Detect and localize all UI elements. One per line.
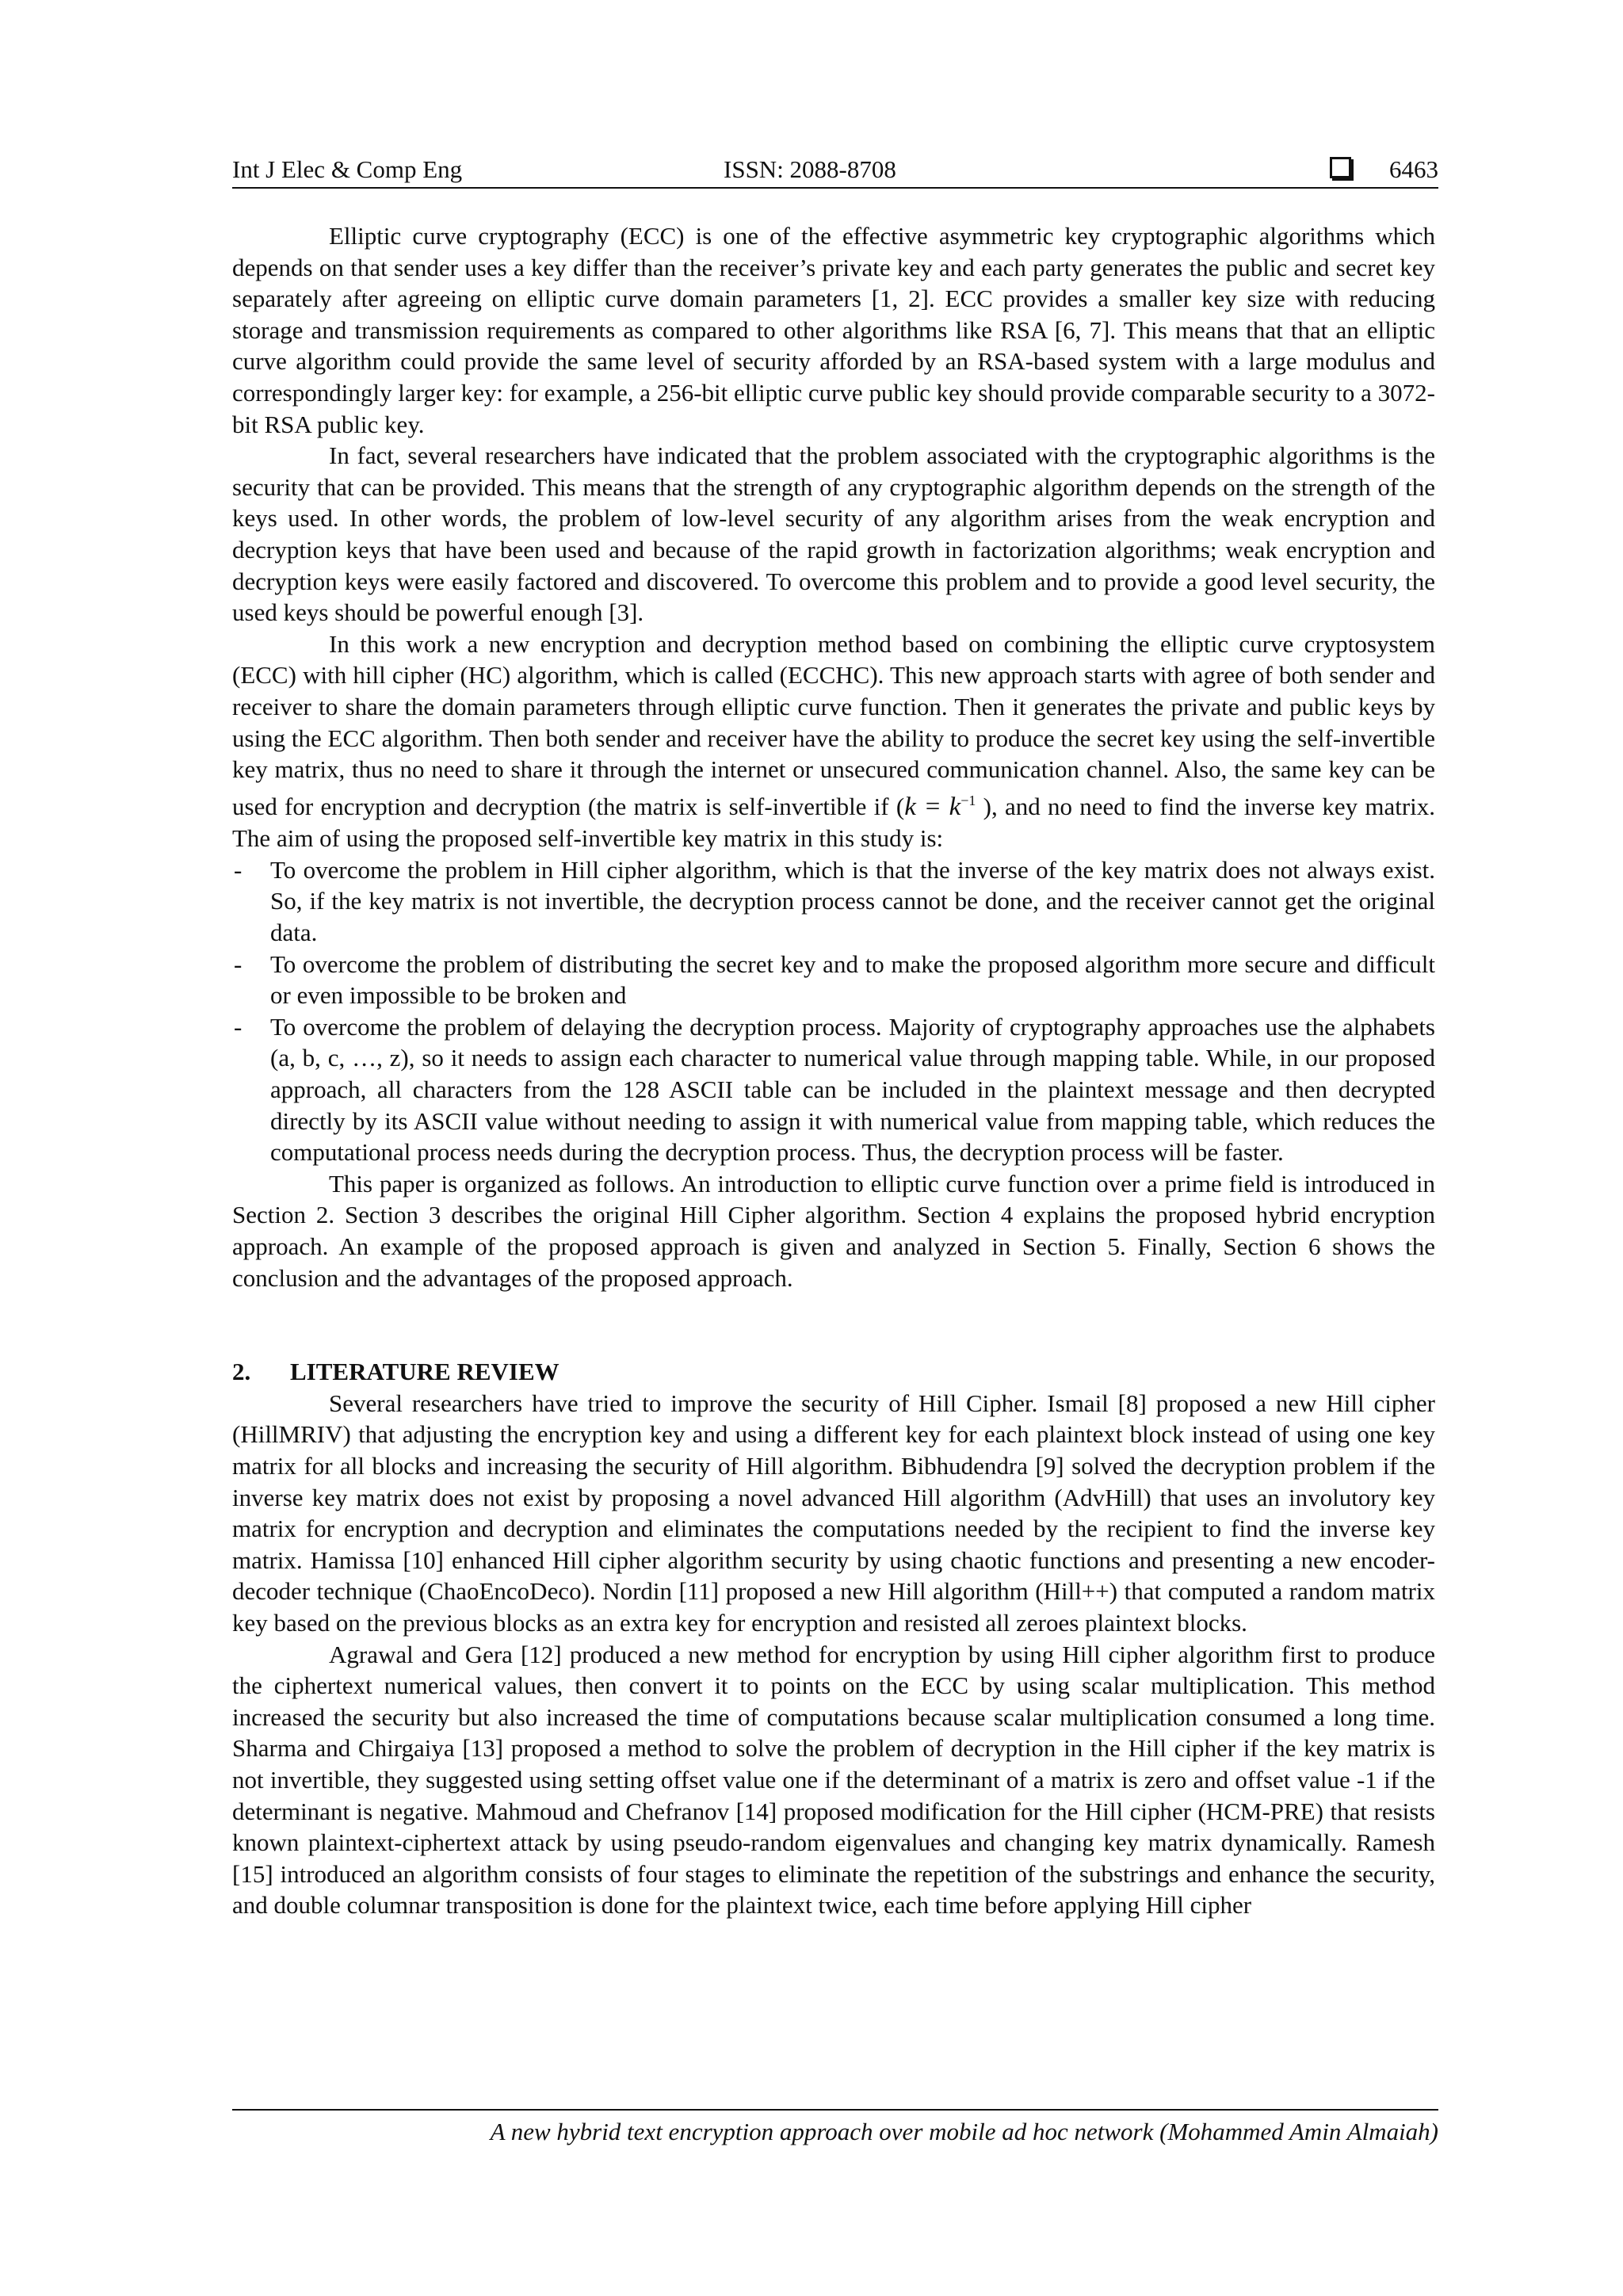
paragraph-literature-1: Several researchers have tried to improve the security of Hill Cipher. Ismail [8] proposed a new Hill cipher (HillMRIV) that adjusting the encryption key and using a different key for each plaintext block instead of using one key matrix for all blocks and increasing the security of Hill algorithm. Bibhudendra [9] solved the decryption problem if the inverse key matrix does not exist by proposing a novel advanced Hill algorithm (AdvHill) that uses an involutory key matrix for encryption and decryption and eliminates the computations needed by the recipient to find the inverse key matrix. Hamissa [10] enhanced Hill cipher algorithm security by using chaotic functions and presenting a new encoder-decoder technique (ChaoEncoDeco). Nordin [11] proposed a new Hill algorithm (Hill++) that computed a random matrix key based on the previous blocks as an extra key for encryption and resisted all zeroes plaintext blocks. <box>232 1389 1435 1637</box>
list-item: - To overcome the problem of delaying the decryption process. Majority of cryptography approaches use the alphabets (a, b, c, …, z), so it needs to assign each character to numerical value through mapping table. While, in our proposed approach, all characters from the 128 ASCII table can be included in the plaintext message and then decrypted directly by its ASCII value without needing to assign it with numerical value from mapping table, which reduces the computational process needs during the decryption process. Thus, the decryption process will be faster. <box>232 1011 1435 1168</box>
journal-name: Int J Elec & Comp Eng <box>232 155 463 183</box>
equation <box>904 793 976 821</box>
paragraph-security-problem: In fact, several researchers have indicated that the problem associated with the cryptographic algorithms is the security that can be provided. This means that the strength of any cryptographic algorithm depends on the strength of the keys used. In other words, the problem of low-level security of any algorithm arises from the weak encryption and decryption keys that have been used and because of the rapid growth in factorization algorithms; weak encryption and decryption keys were easily factored and discovered. To overcome this problem and to provide a good level security, the used keys should be powerful enough [3]. <box>232 441 1435 627</box>
paragraph-proposed-method <box>232 628 1435 854</box>
page-number: 6463 <box>1389 155 1438 183</box>
paragraph-text: In this work a new encryption and decryption method based on combining the elliptic curve cryptosystem (ECC) with hill cipher (HC) algorithm, which is called (ECCHC). This new approach starts with agree of both sender and receiver to share the domain parameters through elliptic curve function. Then it generates the private and public keys by using the ECC algorithm. Then both sender and receiver have the ability to produce the secret key using the self-invertible key matrix, thus no need to share it through the internet or unsecured communication channel. Also, the same key can be used for encryption and decryption (the matrix is self-invertible if ( <box>232 629 1435 820</box>
equation-superscript: −1 <box>960 792 976 808</box>
paragraph-literature-2: Agrawal and Gera [12] produced a new method for encryption by using Hill cipher algorithm first to produce the ciphertext numerical values, then convert it to points on the ECC by using scalar multiplication. This method increased the security but also increased the time of computations because scalar multiplication consumed a long time. Sharma and Chirgaiya [13] proposed a method to solve the problem of decryption in the Hill cipher if the key matrix is not invertible, they suggested using setting offset value one if the determinant of a matrix is zero and offset value -1 if the determinant is negative. Mahmoud and Chefranov [14] proposed modification for the Hill cipher (HCM-PRE) that resists known plaintext-ciphertext attack by using pseudo-random eigenvalues and changing key matrix dynamically. Ramesh [15] introduced an algorithm consists of four stages to eliminate the repetition of the substrings and enhance the security, and double columnar transposition is done for the plaintext twice, each time before applying Hill cipher <box>232 1640 1435 1920</box>
body-text <box>232 220 1435 1921</box>
paragraph-text: ), and no need to find the inverse key matrix. The aim of using the proposed self-invertible key matrix in this study is: <box>232 792 1436 853</box>
running-title: A new hybrid text encryption approach over mobile ad hoc network (Mohammed Amin Almaiah) <box>490 2118 1438 2145</box>
list-item: - To overcome the problem of distributing the secret key and to make the proposed algorithm more secure and difficult or even impossible to be broken and <box>232 949 1435 1011</box>
footer-rule <box>232 2109 1438 2111</box>
paragraph-organization: This paper is organized as follows. An introduction to elliptic curve function over a prime field is introduced in Section 2. Section 3 describes the original Hill Cipher algorithm. Section 4 explains the proposed hybrid encryption approach. An example of the proposed approach is given and analyzed in Section 5. Finally, Section 6 shows the conclusion and the advantages of the proposed approach. <box>232 1169 1435 1292</box>
page-number-group <box>1330 154 1438 185</box>
section-heading <box>232 1356 1435 1388</box>
page-header <box>232 154 1438 185</box>
section-title: LITERATURE REVIEW <box>290 1358 559 1386</box>
header-rule <box>232 187 1438 189</box>
square-icon <box>1330 157 1351 178</box>
section-number: 2. <box>232 1358 251 1386</box>
list-item: - To overcome the problem in Hill cipher algorithm, which is that the inverse of the key matrix does not always exist. So, if the key matrix is not invertible, the decryption process cannot be done, and the receiver cannot get the original data. <box>232 854 1435 949</box>
equation-text: k = k <box>904 792 961 821</box>
aims-list <box>232 854 1435 1168</box>
issn: ISSN: 2088-8708 <box>724 155 896 183</box>
paragraph-ecc-intro: Elliptic curve cryptography (ECC) is one of the effective asymmetric key cryptographic algorithms which depends on that sender uses a key differ than the receiver’s private key and each party generates the public and secret key separately after agreeing on elliptic curve domain parameters [1, 2]. ECC provides a smaller key size with reducing storage and transmission requirements as compared to other algorithms like RSA [6, 7]. This means that that an elliptic curve algorithm could provide the same level of security afforded by an RSA-based system with a large modulus and correspondingly larger key: for example, a 256-bit elliptic curve public key should provide comparable security to a 3072-bit RSA public key. <box>232 222 1435 438</box>
